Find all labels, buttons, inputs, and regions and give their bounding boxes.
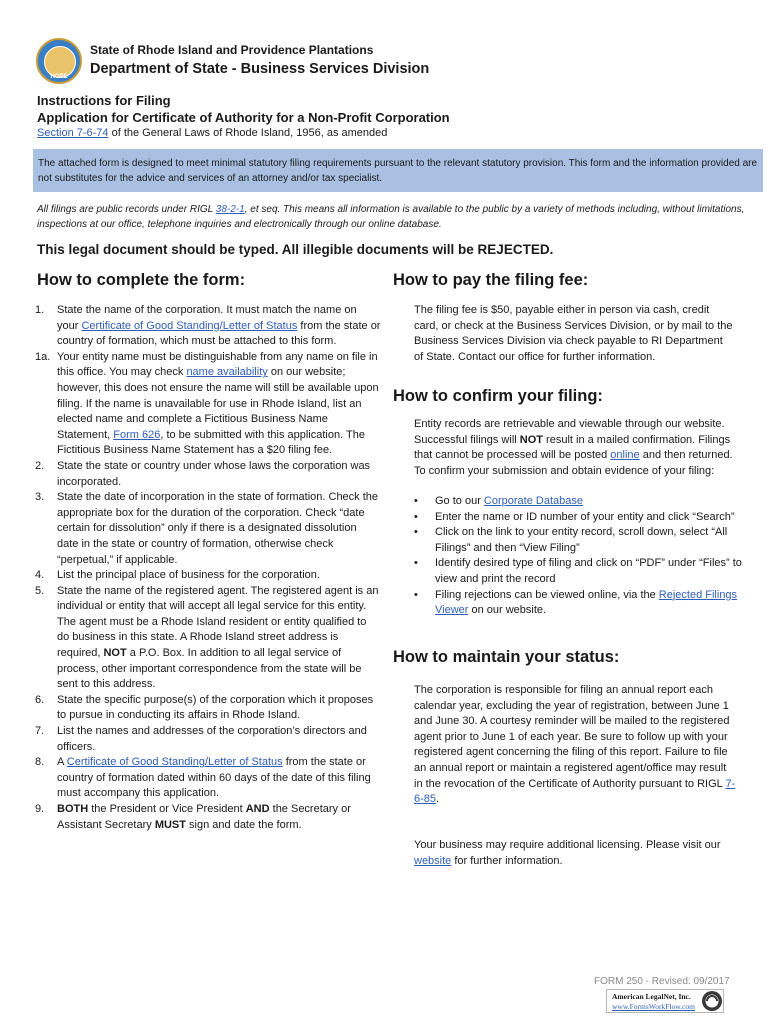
public-records-notice bbox=[37, 202, 757, 232]
public-records-text-2: , et seq. This means all information is available to the public by a variety of methods including, without limitations, inspections at our office, telephone inquiries and electronically through our online database. bbox=[37, 204, 745, 230]
bullet-icon: • bbox=[414, 495, 418, 507]
department-name: Department of State - Business Services Division bbox=[90, 61, 430, 77]
list-item bbox=[414, 510, 744, 526]
rejected-filings-viewer-link[interactable]: Rejected Filings Viewer bbox=[435, 588, 738, 617]
item-text: State the state or country under whose laws the corporation was incorporated. bbox=[57, 459, 371, 488]
typed-warning: This legal document should be typed. All illegible documents will be REJECTED. bbox=[37, 242, 554, 257]
pay-heading: How to pay the filing fee: bbox=[393, 271, 589, 289]
bullet-icon: • bbox=[414, 557, 418, 570]
item-text: Filing rejections can be viewed online, via the Rejected Filings Viewer on our website. bbox=[435, 588, 738, 617]
bullet-icon: • bbox=[414, 526, 418, 539]
list-item bbox=[414, 494, 744, 510]
item-text: Go to our Corporate Database bbox=[435, 495, 583, 507]
item-number: 1. bbox=[35, 304, 45, 316]
list-item bbox=[414, 525, 744, 556]
confirm-steps-list bbox=[414, 494, 744, 619]
item-text: A Certificate of Good Standing/Letter of Status from the state or country of formation dated within 60 days of the date of this filing must accompany this application. bbox=[57, 756, 371, 800]
section-link[interactable]: Section 7-6-74 bbox=[37, 127, 109, 139]
list-item bbox=[35, 350, 381, 459]
item-text: State the specific purpose(s) of the corporation which it proposes to pursue in conducting its affairs in Rhode Island. bbox=[57, 693, 374, 722]
item-number: 1a. bbox=[35, 350, 51, 363]
maintain-text: The corporation is responsible for filing an annual report each calendar year, excluding the year of registration, between June 1 and June 30. A courtesy reminder will be mailed to the registered agent prior to June 1 of each year. Be sure to follow up with your registered agent concerning the filing of this report. Failure to file an annual report or maintain a registered agent/office may result in the revocation of the Certificate of Authority pursuant to RIGL 7-6-85. bbox=[414, 684, 736, 806]
list-item bbox=[35, 802, 381, 833]
item-text: List the names and addresses of the corporation’s directors and officers. bbox=[57, 725, 367, 753]
item-text: State the date of incorporation in the state of formation. Check the appropriate box for the duration of the corporation. Check “date certain for dissolution” only if there is a designated dissolution date in the state or country of formation, otherwise check “perpetual,” if applicable. bbox=[57, 491, 379, 566]
online-link[interactable]: online bbox=[610, 449, 640, 462]
complete-instructions-list bbox=[35, 303, 381, 833]
item-number: 4. bbox=[35, 569, 45, 582]
list-item bbox=[35, 755, 381, 802]
legalnet-logo-icon bbox=[701, 990, 723, 1012]
notice-text: The attached form is designed to meet minimal statutory filing requirements pursuant to the relevant statutory provision. This form and the information provided are not substitutes for the advice and services of an attorney and/or tax specialist. bbox=[38, 158, 758, 184]
bullet-icon: • bbox=[414, 510, 418, 523]
list-item bbox=[35, 303, 381, 350]
legalnet-name: American LegalNet, Inc. bbox=[612, 992, 691, 1001]
bullet-icon: • bbox=[414, 588, 418, 601]
item-number: 2. bbox=[35, 459, 45, 472]
state-name: State of Rhode Island and Providence Plantations bbox=[90, 43, 374, 57]
licensing-text: Your business may require additional licensing. Please visit our website for further information. bbox=[414, 839, 721, 867]
state-seal-icon bbox=[36, 38, 82, 84]
maintain-heading: How to maintain your status: bbox=[393, 648, 620, 666]
list-item bbox=[35, 459, 381, 490]
law-reference-text: of the General Laws of Rhode Island, 1956, as amended bbox=[108, 127, 388, 139]
name-availability-link[interactable]: name availability bbox=[186, 366, 268, 379]
corporate-database-link[interactable]: Corporate Database bbox=[483, 495, 583, 507]
form-626-link[interactable]: Form 626 bbox=[113, 428, 161, 441]
item-text: List the principal place of business for the corporation. bbox=[57, 569, 320, 582]
item-number: 8. bbox=[35, 756, 45, 769]
item-text: Identify desired type of filing and click on “PDF” under “Files” to view and print the record bbox=[435, 557, 742, 585]
website-link[interactable]: website bbox=[414, 854, 452, 867]
complete-heading: How to complete the form: bbox=[37, 271, 246, 289]
confirm-heading: How to confirm your filing: bbox=[393, 387, 603, 405]
good-standing-link[interactable]: Certificate of Good Standing/Letter of Status bbox=[66, 756, 283, 769]
form-revision: FORM 250 - Revised: 09/2017 bbox=[594, 976, 730, 987]
list-item bbox=[35, 693, 381, 724]
item-text: Your entity name must be distinguishable from any name on file in this office. You may check name availability on our website; however, this does not ensure the name will still be available upon filing. If the name is unavailable for use in Rhode Island, list an elected name and complete a Fictitious Business Name Statement, Form 626, to be submitted with this application. The Fictitious Business Name Statement has a $20 filing fee. bbox=[57, 350, 379, 457]
list-item bbox=[35, 490, 381, 568]
item-text: State the name of the corporation. It must match the name on your Certificate of Good Standing/Letter of Status from the state or country of formation, which must be attached to this form. bbox=[57, 304, 381, 348]
law-reference bbox=[37, 127, 387, 139]
item-text: BOTH the President or Vice President AND the Secretary or Assistant Secretary MUST sign and date the form. bbox=[57, 803, 351, 831]
list-item bbox=[35, 724, 381, 755]
notice-box bbox=[33, 149, 763, 192]
item-text: Enter the name or ID number of your entity and click “Search” bbox=[435, 510, 735, 523]
item-number: 7. bbox=[35, 725, 45, 738]
document-title-line2: Application for Certificate of Authority for a Non-Profit Corporation bbox=[37, 110, 450, 125]
list-item bbox=[414, 588, 744, 619]
document-title-line1: Instructions for Filing bbox=[37, 93, 171, 108]
good-standing-link[interactable]: Certificate of Good Standing/Letter of Status bbox=[81, 319, 298, 332]
item-number: 5. bbox=[35, 584, 45, 597]
public-records-text: All filings are public records under RIGL bbox=[37, 204, 216, 215]
list-item bbox=[35, 568, 381, 584]
confirm-text: Entity records are retrievable and viewable through our website. Successful filings will NOT result in a mailed confirmation. Filings that cannot be processed will be posted online and then returned. To confirm your submission and obtain evidence of your filing: bbox=[414, 418, 733, 477]
pay-text: The filing fee is $50, payable either in person via cash, credit card, or check at the Business Services Division, or by mail to the Business Services Division via check payable to RI Department of State. Contact our office for further information. bbox=[414, 304, 733, 363]
item-number: 3. bbox=[35, 491, 45, 504]
list-item bbox=[414, 556, 744, 587]
legalnet-url[interactable]: www.FormsWorkFlow.com bbox=[612, 1002, 696, 1011]
rigl-link[interactable]: 38-2-1 bbox=[215, 204, 245, 215]
item-text: Click on the link to your entity record, scroll down, select “All Filings” and then “View Filing” bbox=[435, 526, 728, 554]
item-number: 9. bbox=[35, 803, 45, 815]
seal-text: HOPE bbox=[50, 74, 68, 80]
rigl-7-6-85-link[interactable]: 7-6-85 bbox=[414, 777, 736, 806]
list-item bbox=[35, 584, 381, 693]
item-text: State the name of the registered agent. The registered agent is an individual or entity that will accept all legal service for this entity. The agent must be a Rhode Island resident or entity qualified to do business in this state. A Rhode Island street address is required, NOT a P.O. Box. In addition to all legal service of process, other important correspondence from the state will be sent to this address. bbox=[57, 584, 379, 691]
item-number: 6. bbox=[35, 693, 45, 706]
